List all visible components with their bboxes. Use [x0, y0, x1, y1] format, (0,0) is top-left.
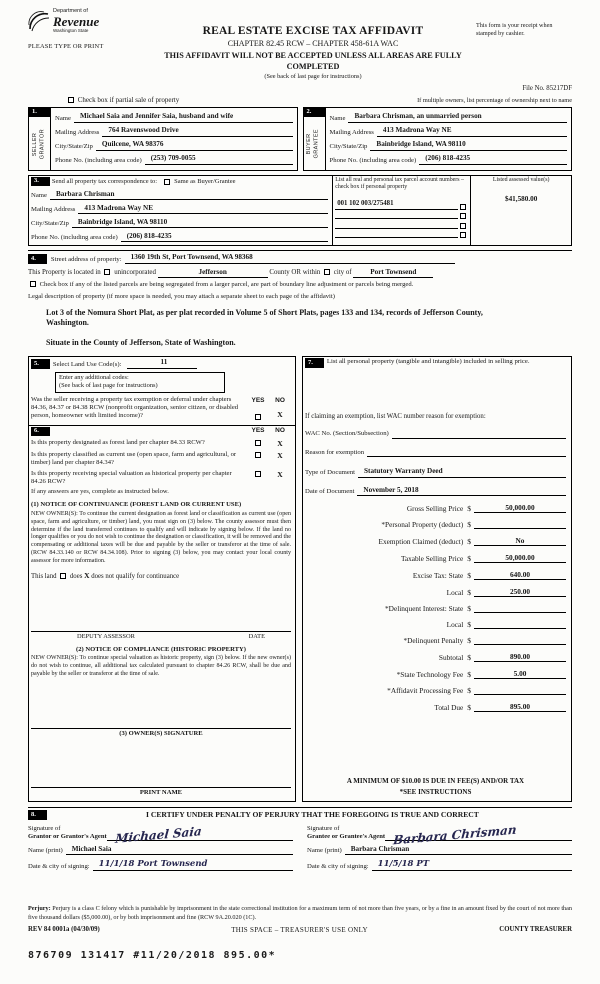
parcel-3-personal-checkbox[interactable] — [460, 223, 466, 229]
perjury-label: Perjury: — [28, 905, 51, 913]
money-row-delinquent-penalty: *Delinquent Penalty $ — [305, 636, 566, 645]
see-back-note: (See back of last page for instructions) — [264, 72, 362, 80]
dollar-sign: $ — [467, 553, 471, 563]
receipt-note: This form is your receipt when stamped by cashier. — [476, 22, 553, 38]
personal-property-deduct-value[interactable] — [474, 520, 566, 529]
continuance-text: NEW OWNER(S): To continue the current designation as forest land or classification as current use (open space, farm and agriculture, or timber) land, you must sign on (3) below. The county assessor must then determine if the land transferred continues to qualify and will indicate by signing below. If the land no longer qualifies or you do not wish to continue the designation or classification, it will be removed and the compensating or additional taxes will be due and payable by the seller or transferor at the time of sale. (RCW 84.33.140 or RCW 84.34.108). Prior to signing (3) below, you may contact your local county assessor for more information. — [31, 510, 291, 565]
assessed-value: $41,580.00 — [504, 194, 538, 203]
yes-header: YES — [251, 427, 265, 435]
dollar-sign: $ — [467, 636, 471, 646]
send-correspondence-label: Send all property tax correspondence to: — [51, 177, 158, 185]
grantor-name-print-label: Name (print) — [28, 847, 63, 855]
form-revision-number: REV 84 0001a (04/30/09) — [28, 925, 100, 933]
seller-side-label: SELLER GRANTOR — [31, 128, 46, 159]
certification-section — [28, 807, 572, 899]
county-treasurer-label: COUNTY TREASURER — [499, 925, 572, 933]
buyer-city-label: City/State/Zip — [329, 142, 368, 150]
county-or-label: County OR within — [269, 268, 321, 276]
parcel-number-blank[interactable] — [335, 230, 458, 238]
seller-name-value: Michael Saia and Jennifer Saia, husband and wife — [74, 112, 293, 123]
form-warning: THIS AFFIDAVIT WILL NOT BE ACCEPTED UNLESS ALL AREAS ARE FULLY COMPLETED — [164, 51, 462, 71]
grantor-signature: Michael Saia — [114, 824, 202, 847]
wac-number-label: WAC No. (Section/Subsection) — [305, 430, 389, 438]
money-row-delinquent-interest-state: *Delinquent Interest: State $ — [305, 604, 566, 613]
corr-city-label: City/State/Zip — [31, 220, 69, 228]
buyer-name-value: Barbara Chrisman, an unmarried person — [348, 112, 567, 123]
historic-yes-checkbox[interactable] — [255, 471, 261, 477]
logo-dept-text: Department of — [53, 8, 88, 14]
segregated-checkbox[interactable] — [30, 281, 36, 287]
city-of-label: city of — [333, 268, 352, 276]
corr-address-label: Mailing Address — [31, 206, 76, 214]
grantee-signature-line[interactable] — [385, 822, 572, 848]
dollar-sign: $ — [467, 686, 471, 695]
see-instructions-note: *SEE INSTRUCTIONS — [399, 787, 472, 796]
selling-price-section — [302, 356, 572, 802]
delinquent-interest-local-value[interactable] — [474, 620, 566, 629]
money-row-delinquent-interest-local: Local $ — [305, 620, 566, 629]
money-row-taxable: Taxable Selling Price $ 50,000.00 — [305, 553, 566, 563]
no-header: NO — [275, 396, 285, 404]
forest-no-mark: X — [277, 438, 283, 448]
revenue-swoosh-icon — [28, 10, 50, 32]
excise-tax-local-value: 250.00 — [474, 587, 566, 597]
unincorporated-label: unincorporated — [114, 268, 156, 276]
parcel-number-value: 001 102 003/275481 — [335, 200, 458, 209]
historic-question: Is this property receiving special valuation as historical property per chapter 84.26 RCW? — [31, 469, 232, 486]
buyer-section — [303, 107, 573, 171]
situate-text: Situate in the County of Jefferson, State of Washington. — [46, 338, 236, 348]
grantor-signature-line[interactable] — [107, 824, 293, 847]
corr-phone-value: (206) 818-4235 — [121, 232, 328, 243]
parcel-4-personal-checkbox[interactable] — [460, 232, 466, 238]
money-row-excise-local: Local $ 250.00 — [305, 587, 566, 597]
form-header — [28, 8, 572, 81]
historic-no-mark: X — [277, 469, 283, 479]
grantee-date-value: 11/5/18 PT — [372, 859, 572, 871]
street-address-label: Street address of property: — [50, 255, 122, 263]
exemption-question: Was the seller receiving a property tax exemption or deferral under chapters 84.36, 84.37 or 84.38 RCW (nonprofit organization, senior citizen, or disabled person, homeowner with limited income)? — [31, 395, 239, 420]
section-6-badge: 6. — [31, 427, 50, 437]
additional-codes-label: Enter any additional codes: — [59, 373, 129, 381]
grantor-sig-label-1: Signature of — [28, 824, 61, 832]
dollar-sign: $ — [467, 652, 471, 662]
grantee-date-label: Date & city of signing: — [307, 862, 369, 870]
treasurer-space-label: THIS SPACE – TREASURER'S USE ONLY — [231, 925, 368, 934]
grantor-date-label: Date & city of signing: — [28, 862, 90, 870]
parcel-row — [335, 221, 468, 229]
grantor-signature-block — [28, 825, 293, 871]
yes-header: YES — [251, 396, 265, 404]
subtotal-value: 890.00 — [474, 652, 566, 662]
multiple-owners-note: If multiple owners, list percentage of ownership next to name — [417, 97, 572, 105]
file-number: File No. 85217DF — [522, 84, 572, 92]
codes-see-back-note: (See back of last page for instructions) — [59, 381, 158, 389]
seller-city-value: Quilcene, WA 98376 — [96, 140, 293, 151]
tax-correspondence-section — [28, 175, 572, 247]
corr-name-value: Barbara Chrisman — [50, 190, 328, 201]
money-row-total-due: Total Due $ 895.00 — [305, 702, 566, 712]
buyer-phone-label: Phone No. (including area code) — [329, 156, 417, 164]
certify-statement: I CERTIFY UNDER PENALTY OF PERJURY THAT THE FOREGOING IS TRUE AND CORRECT — [146, 810, 479, 820]
does-not-mark: X — [84, 571, 90, 581]
money-row-gross: Gross Selling Price $ 50,000.00 — [305, 503, 566, 513]
buyer-side-label: BUYER GRANTEE — [306, 129, 320, 159]
dollar-sign: $ — [467, 519, 471, 529]
taxable-selling-price-value: 50,000.00 — [474, 553, 566, 563]
document-type-label: Type of Document — [305, 469, 356, 477]
buyer-address-value: 413 Madrona Way NE — [377, 126, 567, 137]
located-in-label: This Property is located in — [28, 268, 101, 276]
no-header: NO — [275, 427, 285, 435]
revenue-logo — [28, 8, 150, 34]
delinquent-interest-state-value[interactable] — [474, 604, 566, 613]
exemption-no-mark: X — [277, 410, 283, 420]
forest-yes-checkbox[interactable] — [255, 440, 261, 446]
forest-land-question: Is this property designated as forest land per chapter 84.33 RCW? — [31, 438, 205, 446]
grantee-signature-block — [307, 822, 572, 871]
wac-number-blank[interactable] — [392, 431, 566, 439]
exemption-yes-checkbox[interactable] — [255, 414, 261, 420]
dollar-sign: $ — [467, 536, 471, 546]
money-row-personal-property: *Personal Property (deduct) $ — [305, 520, 566, 529]
parcel-2-personal-checkbox[interactable] — [460, 213, 466, 219]
compliance-text: NEW OWNER(S): To continue special valuation as historic property, sign (3) below. If the new owner(s) do not wish to continue, all additional tax calculated pursuant to chapter 84.26 RCW, shall be due and payable by the seller or transferor at the time of sale. — [31, 654, 291, 677]
buyer-city-value: Bainbridge Island, WA 98110 — [370, 140, 567, 151]
date-label: DATE — [248, 632, 265, 640]
seller-address-value: 764 Ravenswood Drive — [102, 126, 292, 137]
section-2-badge: 2. — [304, 108, 325, 118]
form-title: REAL ESTATE EXCISE TAX AFFIDAVIT — [202, 25, 424, 37]
affidavit-processing-fee-value[interactable] — [474, 686, 566, 695]
grantee-sig-label-1: Signature of — [307, 824, 340, 832]
dollar-sign: $ — [467, 503, 471, 513]
partial-sale-checkbox[interactable] — [68, 97, 74, 103]
exemption-reason-label: Reason for exemption — [305, 448, 365, 456]
print-name-line[interactable] — [31, 778, 291, 788]
seller-phone-value: (253) 709-0055 — [145, 154, 293, 165]
assessed-values-header: Listed assessed value(s) — [492, 176, 550, 183]
seller-city-label: City/State/Zip — [55, 142, 93, 150]
logo-state-text: Washington State — [53, 27, 89, 33]
grantee-signature: Barbara Chrisman — [392, 822, 518, 848]
land-classification-section — [28, 425, 296, 803]
does-qualify-checkbox[interactable] — [60, 573, 66, 579]
property-location-section — [28, 250, 572, 301]
cashier-stamp: 876709 131417 #11/20/2018 895.00* — [28, 950, 277, 962]
please-type-note: PLEASE TYPE OR PRINT — [28, 42, 104, 50]
land-use-label: Select Land Use Code(s): — [52, 360, 122, 368]
buyer-phone-value: (206) 818-4235 — [419, 154, 567, 165]
buyer-name-label: Name — [329, 114, 346, 122]
partial-sale-label: Check box if partial sale of property — [77, 96, 180, 105]
land-use-code-value: 11 — [127, 358, 197, 369]
money-row-excise-state: Excise Tax: State $ 640.00 — [305, 570, 566, 580]
exemption-reason-blank[interactable] — [367, 449, 566, 457]
exemption-claim-label: If claiming an exemption, list WAC number reason for exemption: — [305, 412, 486, 420]
seller-phone-label: Phone No. (including area code) — [55, 156, 142, 164]
compliance-title: (2) NOTICE OF COMPLIANCE (HISTORIC PROPERTY) — [76, 645, 246, 653]
parcel-row — [335, 200, 468, 209]
does-not-label: does not qualify for continuance — [91, 573, 180, 581]
owners-signature-label: (3) OWNER(S) SIGNATURE — [119, 729, 203, 737]
owners-signature-line[interactable] — [31, 719, 291, 729]
section-7-badge: 7. — [305, 358, 324, 368]
parcel-number-blank[interactable] — [335, 211, 458, 219]
segregated-label: Check box if any of the listed parcels are being segregated from a larger parcel, are part of boundary line adjustment or parcels being merged. — [39, 281, 414, 289]
corr-phone-label: Phone No. (including area code) — [31, 234, 118, 242]
buyer-address-label: Mailing Address — [329, 128, 374, 136]
exemption-claimed-value: No — [474, 536, 566, 546]
grantor-sig-label-2: Grantor or Grantor's Agent — [28, 833, 107, 841]
deputy-assessor-label: DEPUTY ASSESSOR — [77, 632, 135, 640]
document-date-label: Date of Document — [305, 487, 355, 495]
section-5-badge: 5. — [31, 359, 50, 369]
state-technology-fee-value: 5.00 — [474, 669, 566, 679]
money-row-subtotal: Subtotal $ 890.00 — [305, 652, 566, 662]
street-address-value: 1360 19th St, Port Townsend, WA 98368 — [125, 253, 455, 264]
land-use-section — [28, 356, 296, 425]
dollar-sign: $ — [467, 669, 471, 679]
answers-yes-note: If any answers are yes, complete as instructed below. — [31, 488, 169, 496]
legal-description-label: Legal description of property (if more space is needed, you may attach a separate sheet to each page of the affidavit) — [28, 293, 335, 301]
current-use-question: Is this property classified as current use (open space, farm and agricultural, or timber) land per chapter 84.34? — [31, 450, 237, 467]
dollar-sign: $ — [467, 570, 471, 580]
does-label: does — [69, 573, 83, 581]
grantee-name-print-label: Name (print) — [307, 847, 342, 855]
additional-codes-box — [55, 372, 225, 393]
section-8-badge: 8. — [28, 810, 47, 820]
grantee-sig-label-2: Grantee or Grantee's Agent — [307, 833, 386, 841]
seller-section — [28, 107, 298, 171]
same-as-buyer-checkbox[interactable] — [164, 179, 170, 185]
money-row-tech-fee: *State Technology Fee $ 5.00 — [305, 669, 566, 679]
city-checkbox[interactable] — [324, 269, 330, 275]
perjury-text: Perjury is a class C felony which is punishable by imprisonment in the state correctional institution for a maximum term of not more than five years, or by a fine in an amount fixed by the court of not more than five thousand dollars ($5,000.00), or by both imprisonment and fine (RCW 9A.20.020 (1C). — [28, 905, 572, 921]
parcel-row — [335, 230, 468, 238]
grantee-name-value: Barbara Chrisman — [345, 845, 572, 856]
grantor-date-value: 11/1/18 Port Townsend — [93, 859, 293, 871]
legal-description-text: Lot 3 of the Nomura Short Plat, as per plat recorded in Volume 5 of Short Plats, pages 133 and 134, records of Jefferson County, Washington. — [46, 308, 483, 328]
logo-revenue-text: Revenue — [53, 13, 100, 29]
excise-tax-state-value: 640.00 — [474, 570, 566, 580]
parcel-number-blank[interactable] — [335, 221, 458, 229]
current-use-no-mark: X — [277, 450, 283, 460]
corr-name-label: Name — [31, 192, 47, 200]
grantor-name-value: Michael Saia — [66, 845, 293, 856]
personal-property-label: List all personal property (tangible and intangible) included in selling price. — [326, 358, 530, 366]
unincorporated-checkbox[interactable] — [104, 269, 110, 275]
section-4-badge: 4. — [28, 254, 47, 264]
document-date-value: November 5, 2018 — [357, 486, 566, 497]
parcel-row — [335, 211, 468, 219]
gross-selling-price-value: 50,000.00 — [474, 503, 566, 513]
dollar-sign: $ — [467, 702, 471, 712]
parcel-numbers-header: List all real and personal tax parcel account numbers – check box if personal property — [335, 176, 464, 191]
money-row-exemption: Exemption Claimed (deduct) $ No — [305, 536, 566, 546]
money-row-affidavit-fee: *Affidavit Processing Fee $ — [305, 686, 566, 695]
seller-name-label: Name — [55, 114, 71, 122]
dollar-sign: $ — [467, 603, 471, 613]
minimum-fee-note: A MINIMUM OF $10.00 IS DUE IN FEE(S) AND/OR TAX — [346, 776, 525, 785]
document-type-value: Statutory Warranty Deed — [358, 467, 566, 478]
corr-city-value: Bainbridge Island, WA 98110 — [72, 218, 328, 229]
current-use-yes-checkbox[interactable] — [255, 452, 261, 458]
section-1-badge: 1. — [29, 108, 50, 118]
this-land-label: This land — [31, 573, 57, 581]
continuance-title: (1) NOTICE OF CONTINUANCE (FOREST LAND OR CURRENT USE) — [31, 501, 242, 509]
section-3-badge: 3. — [31, 177, 50, 187]
form-chapter: CHAPTER 82.45 RCW – CHAPTER 458-61A WAC — [227, 39, 399, 49]
corr-address-value: 413 Madrona Way NE — [78, 204, 328, 215]
parcel-1-personal-checkbox[interactable] — [460, 204, 466, 210]
city-value: Port Townsend — [353, 268, 433, 278]
perjury-notice — [28, 905, 572, 921]
deputy-assessor-signature-line[interactable] — [31, 622, 291, 632]
county-value: Jefferson — [158, 268, 268, 278]
same-as-buyer-label: Same as Buyer/Grantee — [174, 177, 236, 185]
seller-address-label: Mailing Address — [55, 128, 100, 136]
personal-property-blank-area[interactable] — [305, 368, 566, 404]
print-name-label: PRINT NAME — [139, 789, 183, 797]
dollar-sign: $ — [467, 587, 471, 597]
total-due-value: 895.00 — [474, 702, 566, 712]
dollar-sign: $ — [467, 619, 471, 629]
delinquent-penalty-value[interactable] — [474, 636, 566, 645]
